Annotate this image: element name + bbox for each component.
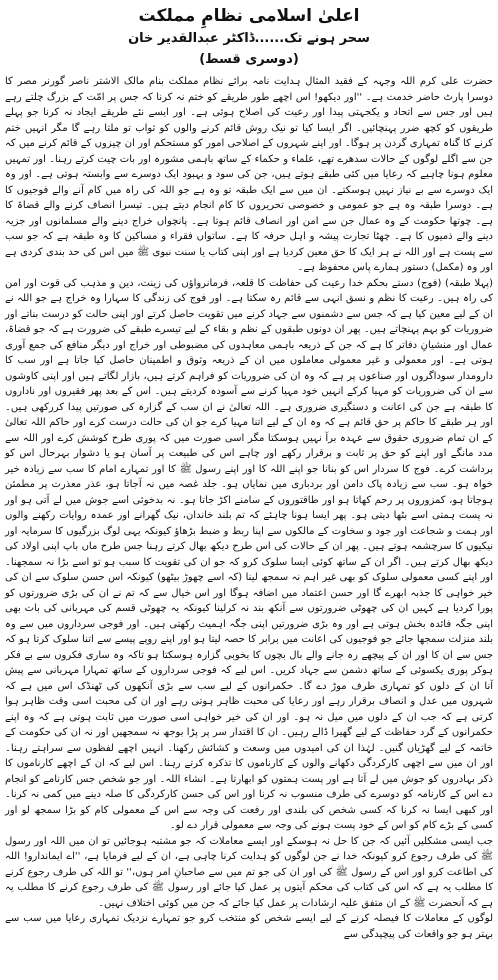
- article-header: [5, 4, 493, 70]
- article-body: [5, 74, 493, 942]
- article-paragraph: حضرت علی کرم اللہ وجہہ کے فقید المثال ہدایت نامہ برائے نظام مملکت بنام مالک الاشتر ناصر گورنر مصر کا دوسرا پارٹ حاضر خدمت ہے۔ ''اور دیکھو! اس اچھے طور طریقے کو ختم نہ کرنا کہ جس پر امّت کے بزرگ چلتے رہے ہیں اور جس سے اتحاد و یکجہتی پیدا اور رعیت کی اصلاح ہوئی ہے۔ اور ایسے نئے طریقے ایجاد نہ کرنا جو پہلے طریقوں کو کچھ ضرر پہنچائیں۔ اگر ایسا کیا تو نیک روش قائم کرنے والوں کو ثواب تو ملتا رہے گا مگر انہیں ختم کرنے کا گناہ تمہاری گردن پر ہوگا۔ اور اپنے شہروں کے اصلاحی امور کو مستحکم اور ان چیزوں کے قائم کرنے میں کہ جن سے اگلے لوگوں کے حالات سدھرے تھے، علماء و حکماء کے ساتھ باہمی مشورہ اور بات چیت کرتے رہنا۔ اور تمہیں معلوم ہونا چاہیے کہ رعایا میں کئی طبقے ہوتے ہیں، جن کی سود و بہبود ایک دوسرے سے وابستہ ہوتی ہے۔ اور وہ ایک دوسرے سے بے نیاز نہیں ہوسکتے۔ ان میں سے ایک طبقہ تو وہ ہے جو اللہ کی راہ میں کام آنے والے فوجیوں کا ہے۔ دوسرا طبقہ وہ ہے جو عمومی و خصوصی تحریروں کا کام انجام دیتے ہیں۔ تیسرا انصاف کرنے والے قضاۃ کا ہے۔ چوتھا حکومت کے وہ عمال جن سے امن اور انصاف قائم ہوتا ہے۔ پانچواں خراج دینے والے مسلمانوں اور جزیہ دینے والے ذمیوں کا ہے۔ چھٹا تجارت پیشہ و اہل حرفہ کا ہے۔ ساتواں فقراء و مساکین کا وہ طبقہ ہے کہ جو سب سے پست ہے اور اللہ نے ہر ایک کا حق معین کردیا ہے اور اپنی کتاب یا سنت نبوی ﷺ میں اس کی حد بندی کردی ہے اور وہ (مکمل) دستور ہمارے پاس محفوظ ہے۔: [5, 76, 493, 273]
- article-paragraph: لوگوں کے معاملات کا فیصلہ کرنے کے لیے ایسے شخص کو منتخب کرو جو تمہارے نزدیک تمہاری رعایا میں سب سے بہتر ہو جو واقعات کی پیچیدگی سے: [5, 913, 493, 940]
- installment-label: (دوسری قسط): [199, 52, 299, 67]
- column-byline: سحر ہونے تک......ڈاکٹر عبدالقدیر خان: [128, 31, 370, 46]
- article-title: اعلیٰ اسلامی نظامِ مملکت: [138, 6, 360, 26]
- article-paragraph: (پہلا طبقہ) (فوج) دستے بحکم خدا رعیت کی حفاظت کا قلعہ، فرمانرواؤں کی زینت، دین و مذہب کی قوت اور امن کی راہ ہیں۔ رعیت کا نظم و نسق انہی سے قائم رہ سکتا ہے۔ اور فوج کی زندگی کا سہارا وہ خراج ہے جو اللہ نے ان کے لیے معین کیا ہے کہ جس سے دشمنوں سے جہاد کرنے میں تقویت حاصل کرتے اور اپنی حالت کو درست بناتے اور ضروریات کو بہم پہنچاتے ہیں۔ پھر ان دونوں طبقوں کے نظم و بقاء کے لیے تیسرے طبقے کی ضرورت ہے کہ جو قضاۃ، عمال اور منشیانِ دفاتر کا ہے کہ جن کے ذریعہ باہمی معاہدوں کی مضبوطی اور خراج اور دیگر منافع کی جمع آوری ہوتی ہے۔ اور معمولی و غیر معمولی معاملوں میں ان کے ذریعہ وثوق و اطمینان حاصل کیا جاتا ہے اور سب کا دارومدار سوداگروں اور صناعوں پر ہے کہ وہ ان کی ضروریات کو فراہم کرتے ہیں، بازار لگاتے ہیں اور اپنی کاوشوں سے ان کی ضروریات کو مہیا کرکے انہیں خود مہیا کرنے سے آسودہ کردیتے ہیں۔ اس کے بعد پھر فقیروں اور ناداروں کا طبقہ ہے جن کی اعانت و دستگیری ضروری ہے۔ اللہ تعالیٰ نے ان سب کے گزارہ کی صورتیں پیدا کررکھی ہیں۔ اور ہر طبقے کا حاکم پر حق قائم ہے کہ وہ ان کے لیے اتنا مہیا کرے جو ان کی حالت درست کرے اور حاکم اللہ تعالیٰ کے ان تمام ضروری حقوق سے عہدہ برآ نہیں ہوسکتا مگر اسی صورت میں کہ پوری طرح کوشش کرے اور اللہ سے مدد مانگے اور اپنے کو حق پر ثابت و برقرار رکھے اور چاہے اس کی طبیعت پر آسان ہو یا دشوار بہرحال اس کو برداشت کرے۔ فوج کا سردار اس کو بنانا جو اپنے اللہ کا اور اپنے رسول ﷺ کا اور تمہارے امام کا سب سے زیادہ خیر خواہ ہو۔ سب سے زیادہ پاک دامن اور بردباری میں نمایاں ہو۔ جلد غصہ میں نہ آجاتا ہو، عذر معذرت پر مطمئن ہوجاتا ہو، کمزوروں پر رحم کھاتا ہو اور طاقتوروں کے سامنے اکڑ جاتا ہو۔ نہ بدخوئی اسے جوش میں لے آتی ہو اور نہ پست ہمتی اسے بٹھا دیتی ہو۔ پھر ایسا ہونا چاہئے کہ تم بلند خاندان، نیک گھرانے اور عمدہ روایات رکھنے والوں اور ہمت و شجاعت اور جود و سخاوت کے مالکوں سے اپنا ربط و ضبط بڑھاؤ کیونکہ یہی لوگ بزرگیوں کا سرمایہ اور نیکیوں کا سرچشمہ ہوتے ہیں۔ پھر ان کے حالات کی اس طرح دیکھ بھال کرتے رہنا جس طرح ماں باپ اپنی اولاد کی دیکھ بھال کرتے ہیں۔ اگر ان کے ساتھ کوئی ایسا سلوک کرو کہ جو ان کی تقویت کا سبب ہو تو اسے بڑا نہ سمجھنا۔ اور اپنے کسی معمولی سلوک کو بھی غیر اہم نہ سمجھ لینا (کہ اسے چھوڑ بیٹھو) کیونکہ اس حسن سلوک سے ان کی خیر خواہی کا جذبہ ابھرے گا اور حسن اعتماد میں اضافہ ہوگا اور اس خیال سے کہ تم نے ان کی بڑی ضرورتوں کو پورا کردیا ہے کہیں ان کی چھوٹی ضرورتوں سے آنکھ بند نہ کرلینا کیونکہ یہ چھوٹی قسم کی مہربانی کی بات بھی اپنی جگہ فائدہ بخش ہوتی ہے اور وہ بڑی ضرورتیں اپنی جگہ اہمیت رکھتی ہیں۔ اور فوجی سرداروں میں سے وہ بلند منزلت سمجھا جائے جو فوجیوں کی اعانت میں برابر کا حصہ لیتا ہو اور اپنے روپے پیسے سے اتنا سلوک کرتا ہو کہ جس سے ان کا اور ان کے پیچھے رہ جانے والے بال بچوں کا بخوبی گزارہ ہوسکتا ہو تاکہ وہ ساری فکروں سے بے فکر ہوکر پوری یکسوئی کے ساتھ دشمن سے جہاد کریں۔ اس لیے کہ فوجی سرداروں کے ساتھ تمہارا مہربانی سے پیش آنا ان کے دلوں کو تمہاری طرف موڑ دے گا۔ حکمرانوں کے لیے سب سے بڑی آنکھوں کی ٹھنڈک اس میں ہے کہ شہروں میں عدل و انصاف برقرار رہے اور رعایا کی محبت ظاہر ہوتی رہے اور ان کی محبت اسی وقت ظاہر ہوا کرتی ہے کہ جب ان کے دلوں میں میل نہ ہو۔ اور ان کی خیر خواہی اسی صورت میں ثابت ہوتی ہے کہ وہ اپنے حکمرانوں کے گرد حفاظت کے لیے گھیرا ڈالے رہیں۔ ان کا اقتدار سر پر پڑا بوجھ نہ سمجھیں اور نہ ان کی حکومت کے خاتمہ کے لیے گھڑیاں گنیں۔ لہٰذا ان کی امیدوں میں وسعت و کشائش رکھنا۔ انہیں اچھے لفظوں سے سراہتے رہنا۔ اور ان میں سے اچھی کارکردگی دکھانے والوں کے کارناموں کا تذکرہ کرتے رہنا۔ اس لیے کہ ان کے اچھے کارناموں کا ذکر بہادروں کو جوش میں لے آتا ہے اور پست ہمتوں کو ابھارتا ہے۔ انشاء اللہ۔ اور جو شخص جس کارنامے کو انجام دے اس کے کارنامہ کو دوسرے کی طرف منسوب نہ کرنا اور اس کی حسن کارکردگی کا صلہ دینے میں کمی نہ کرنا۔ اور کبھی ایسا نہ کرنا کہ کسی شخص کی بلندی اور رفعت کی وجہ سے اس کے معمولی کام کو بڑا سمجھ لو اور کسی کے بڑے کام کو اس کے خود پست ہونے کی وجہ سے معمولی قرار دے لو۔: [5, 277, 493, 831]
- article-paragraph: جب ایسی مشکلیں آئیں کہ جن کا حل نہ ہوسکے اور ایسے معاملات کہ جو مشتبہ ہوجائیں تو ان میں اللہ اور رسول ﷺ کی طرف رجوع کرو کیونکہ خدا نے جن لوگوں کو ہدایت کرنا چاہی ہے، ان کے لیے فرمایا ہے، ''اے ایماندارو! اللہ کی اطاعت کرو اور اس کے رسول ﷺ کی اور ان کی جو تم میں سے صاحبانِ امر ہوں،'' تو اللہ کی طرف رجوع کرنے کا مطلب یہ ہے کہ اس کی کتاب کی محکم آیتوں پر عمل کیا جائے اور رسول ﷺ کی طرف رجوع کرنے کا مطلب یہ ہے کہ آنحضرت ﷺ کے ان متفق علیہ ارشادات پر عمل کیا جائے کہ جن میں کوئی اختلاف نہیں۔: [5, 835, 493, 909]
